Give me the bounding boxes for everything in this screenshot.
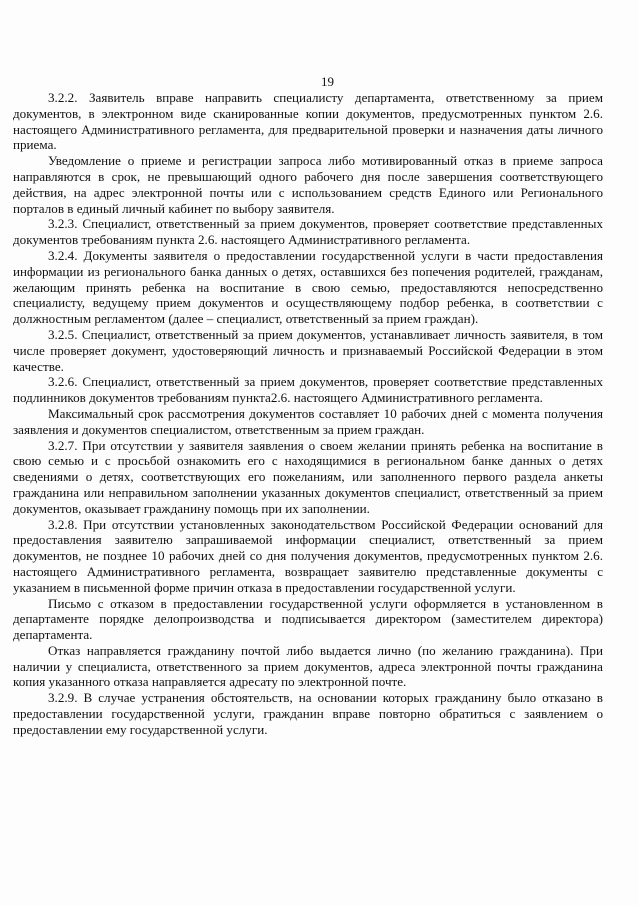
paragraph-3-2-2: 3.2.2. Заявитель вправе направить специалисту департамента, ответственному за прием документов, в электронном виде сканированные копии документов, предусмотренных пунктом 2.6. настоящего Административного регламента, для предварительной проверки и назначения даты личного приема. — [13, 90, 603, 153]
paragraph-max-term: Максимальный срок рассмотрения документов составляет 10 рабочих дней с момента получения заявления и документов специалистом, ответственным за прием граждан. — [13, 405, 603, 437]
paragraph-3-2-4: 3.2.4. Документы заявителя о предоставлении государственной услуги в части предоставления информации из регионального банка данных о детях, оставшихся без попечения родителей, гражданам, желающим принять ребенка на воспитание в свою семью, предоставляются непосредственно специалисту, ведущему прием документов и осуществляющему подбор ребенка, в соответствии с должностным регламентом (далее – специалист, ответственный за прием граждан). — [13, 247, 603, 327]
paragraph-3-2-7: 3.2.7. При отсутствии у заявителя заявления о своем желании принять ребенка на воспитание в свою семью и с просьбой ознакомить его с находящимися в региональном банке данных о детях сведениями о детях, соответствующих его пожеланиям, или заполненного первого раздела анкеты гражданина или неправильном заполнении указанных документов специалист, ответственный за прием документов, оказывает гражданину помощь при их заполнении. — [13, 437, 603, 516]
paragraph-3-2-9: 3.2.9. В случае устранения обстоятельств, на основании которых гражданину было отказано в предоставлении государственной услуги, гражданин вправе повторно обратиться с заявлением о предоставлении ему государственной услуги. — [13, 690, 603, 737]
document-body — [13, 90, 603, 738]
paragraph-refusal-delivery: Отказ направляется гражданину почтой либо выдается лично (по желанию гражданина). При наличии у специалиста, ответственного за прием документов, адреса электронной почты гражданина копия указанного отказа направляется адресату по электронной почте. — [13, 642, 603, 690]
paragraph-notification: Уведомление о приеме и регистрации запроса либо мотивированный отказ в приеме запроса направляются в срок, не превышающий одного рабочего дня после завершения соответствующего действия, на адрес электронной почты или с использованием средств Единого или Регионального порталов в единый личный кабинет по выбору заявителя. — [13, 153, 603, 216]
paragraph-3-2-6: 3.2.6. Специалист, ответственный за прием документов, проверяет соответствие представленных подлинников документов требованиям пункта2.6. настоящего Административного регламента. — [13, 374, 603, 406]
page-number: 19 — [321, 74, 334, 89]
paragraph-refusal-letter: Письмо с отказом в предоставлении государственной услуги оформляется в установленном в департаменте порядке делопроизводства и подписывается директором (заместителем директора) департамента. — [13, 595, 603, 643]
paragraph-3-2-8: 3.2.8. При отсутствии установленных законодательством Российской Федерации оснований для предоставления заявителю запрашиваемой информации специалист, ответственный за прием документов, не позднее 10 рабочих дней со дня получения документов, предусмотренных пунктом 2.6. настоящего Административного регламента, возвращает заявителю представленные документы с указанием в письменной форме причин отказа в предоставлении государственной услуги. — [13, 516, 603, 595]
paragraph-3-2-5: 3.2.5. Специалист, ответственный за прием документов, устанавливает личность заявителя, в том числе проверяет документ, удостоверяющий личность и признаваемый Российской Федерации в этом качестве. — [13, 326, 603, 374]
paragraph-3-2-3: 3.2.3. Специалист, ответственный за прием документов, проверяет соответствие представленных документов требованиям пункта 2.6. настоящего Административного регламента. — [13, 216, 603, 248]
